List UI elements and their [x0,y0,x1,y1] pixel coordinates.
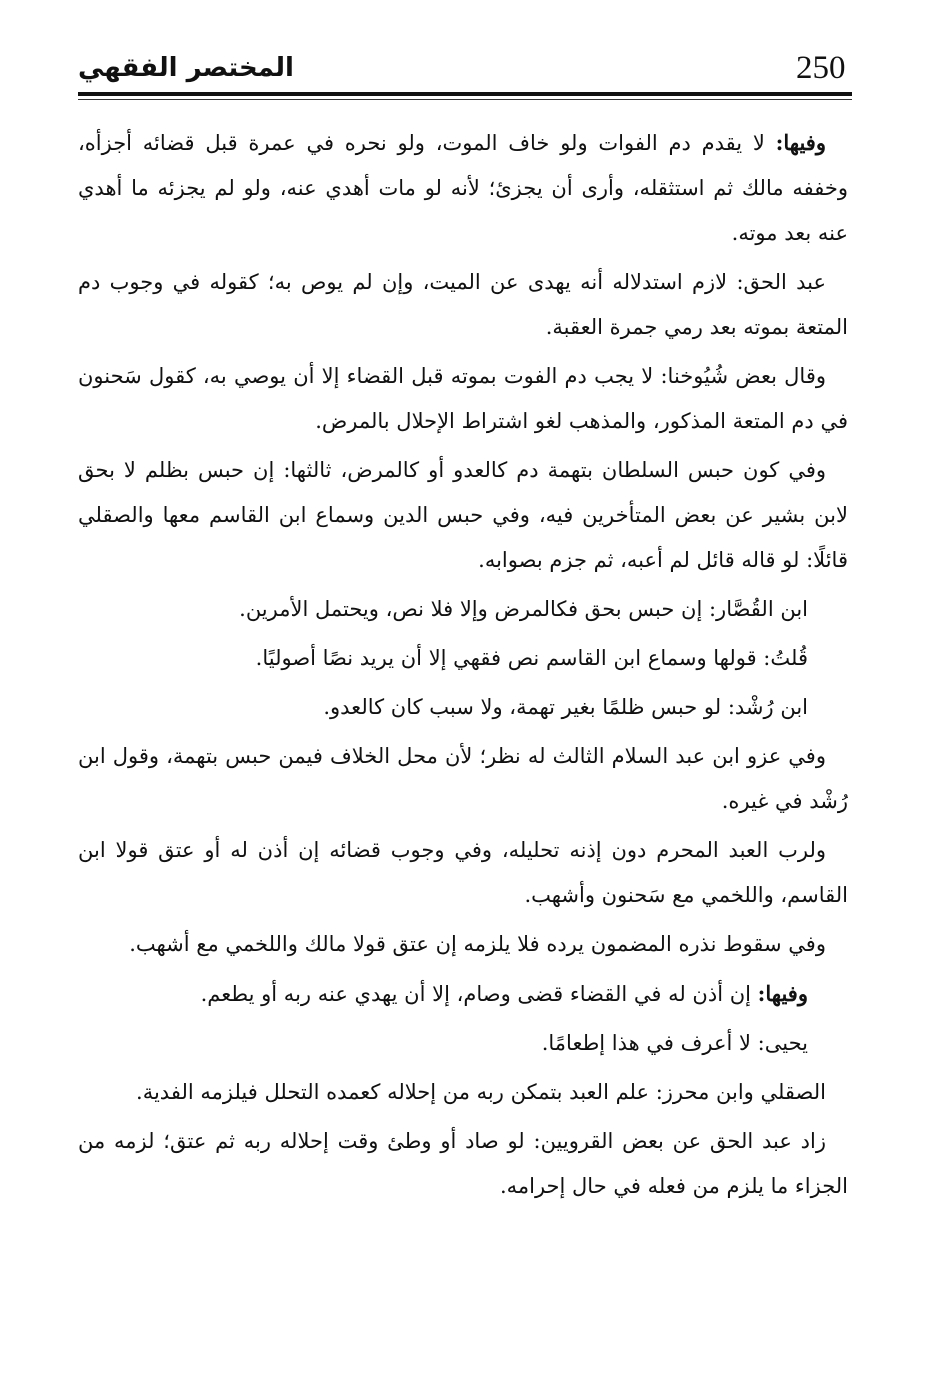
header-rule-thick [78,92,852,96]
paragraph [78,734,848,824]
paragraph [78,1070,848,1115]
paragraph-text: وقال بعض شُيُوخنا: لا يجب دم الفوت بموته قبل القضاء إلا أن يوصي به، كقول سَحنون في دم المتعة المذكور، والمذهب لغو اشتراط الإحلال بالمرض. [78,364,848,433]
page-number: 250 [796,50,846,86]
paragraph-text: ابن القُصَّار: إن حبس بحق فكالمرض وإلا فلا نص، ويحتمل الأمرين. [239,597,808,621]
paragraph-text: لا يقدم دم الفوات ولو خاف الموت، ولو نحره في عمرة قبل قضائه أجزأه، وخففه مالك ثم استثقله، وأرى أن يجزئ؛ لأنه لو مات أهدي عنه، ولو لم يجزئه ما أهدي عنه بعد موته. [78,131,848,245]
paragraph-text: الصقلي وابن محرز: علم العبد بتمكن ربه من إحلاله كعمده التحلل فيلزمه الفدية. [136,1080,826,1104]
paragraph-text: ولرب العبد المحرم دون إذنه تحليله، وفي وجوب قضائه إن أذن له أو عتق قولا ابن القاسم، واللخمي مع سَحنون وأشهب. [78,838,848,907]
paragraph [78,685,848,730]
paragraph-text: ابن رُشْد: لو حبس ظلمًا بغير تهمة، ولا سبب كان كالعدو. [323,695,808,719]
paragraph-text: قُلتُ: قولها وسماع ابن القاسم نص فقهي إلا أن يريد نصًا أصوليًا. [255,646,808,670]
paragraph [78,1119,848,1209]
paragraph [78,828,848,918]
running-title: المختصر الفقهي [78,53,294,83]
paragraph [78,922,848,967]
paragraph-text: وفي كون حبس السلطان بتهمة دم كالعدو أو كالمرض، ثالثها: إن حبس بظلم لا بحق لابن بشير عن بعض المتأخرين فيه، وفي حبس الدين وسماع ابن القاسم معها والصقلي قائلًا: لو قاله قائل لم أعبه، ثم جزم بصوابه. [78,458,848,572]
paragraph [78,636,848,681]
paragraph [78,587,848,632]
body-text [78,120,848,1213]
paragraph-lead-word: وفيها: [757,981,808,1006]
paragraph [78,354,848,444]
header-rule-thin [78,99,852,100]
paragraph-lead-word: وفيها: [775,130,826,155]
page-header [78,40,852,94]
paragraph [78,1021,848,1066]
paragraph-text: زاد عبد الحق عن بعض القرويين: لو صاد أو وطئ وقت إحلاله ربه ثم عتق؛ لزمه من الجزاء ما يلزم من فعله في حال إحرامه. [78,1129,848,1198]
paragraph [78,120,848,256]
paragraph-text: يحيى: لا أعرف في هذا إطعامًا. [541,1031,808,1055]
paragraph [78,260,848,350]
paragraph-text: وفي عزو ابن عبد السلام الثالث له نظر؛ لأن محل الخلاف فيمن حبس بتهمة، وقول ابن رُشْد في غيره. [78,744,848,813]
paragraph-text: إن أذن له في القضاء قضى وصام، إلا أن يهدي عنه ربه أو يطعم. [200,982,758,1006]
paragraph [78,971,848,1017]
paragraph [78,448,848,583]
paragraph-text: عبد الحق: لازم استدلاله أنه يهدى عن الميت، وإن لم يوص به؛ كقوله في وجوب دم المتعة بموته بعد رمي جمرة العقبة. [78,270,848,339]
paragraph-text: وفي سقوط نذره المضمون يرده فلا يلزمه إن عتق قولا مالك واللخمي مع أشهب. [129,932,826,956]
